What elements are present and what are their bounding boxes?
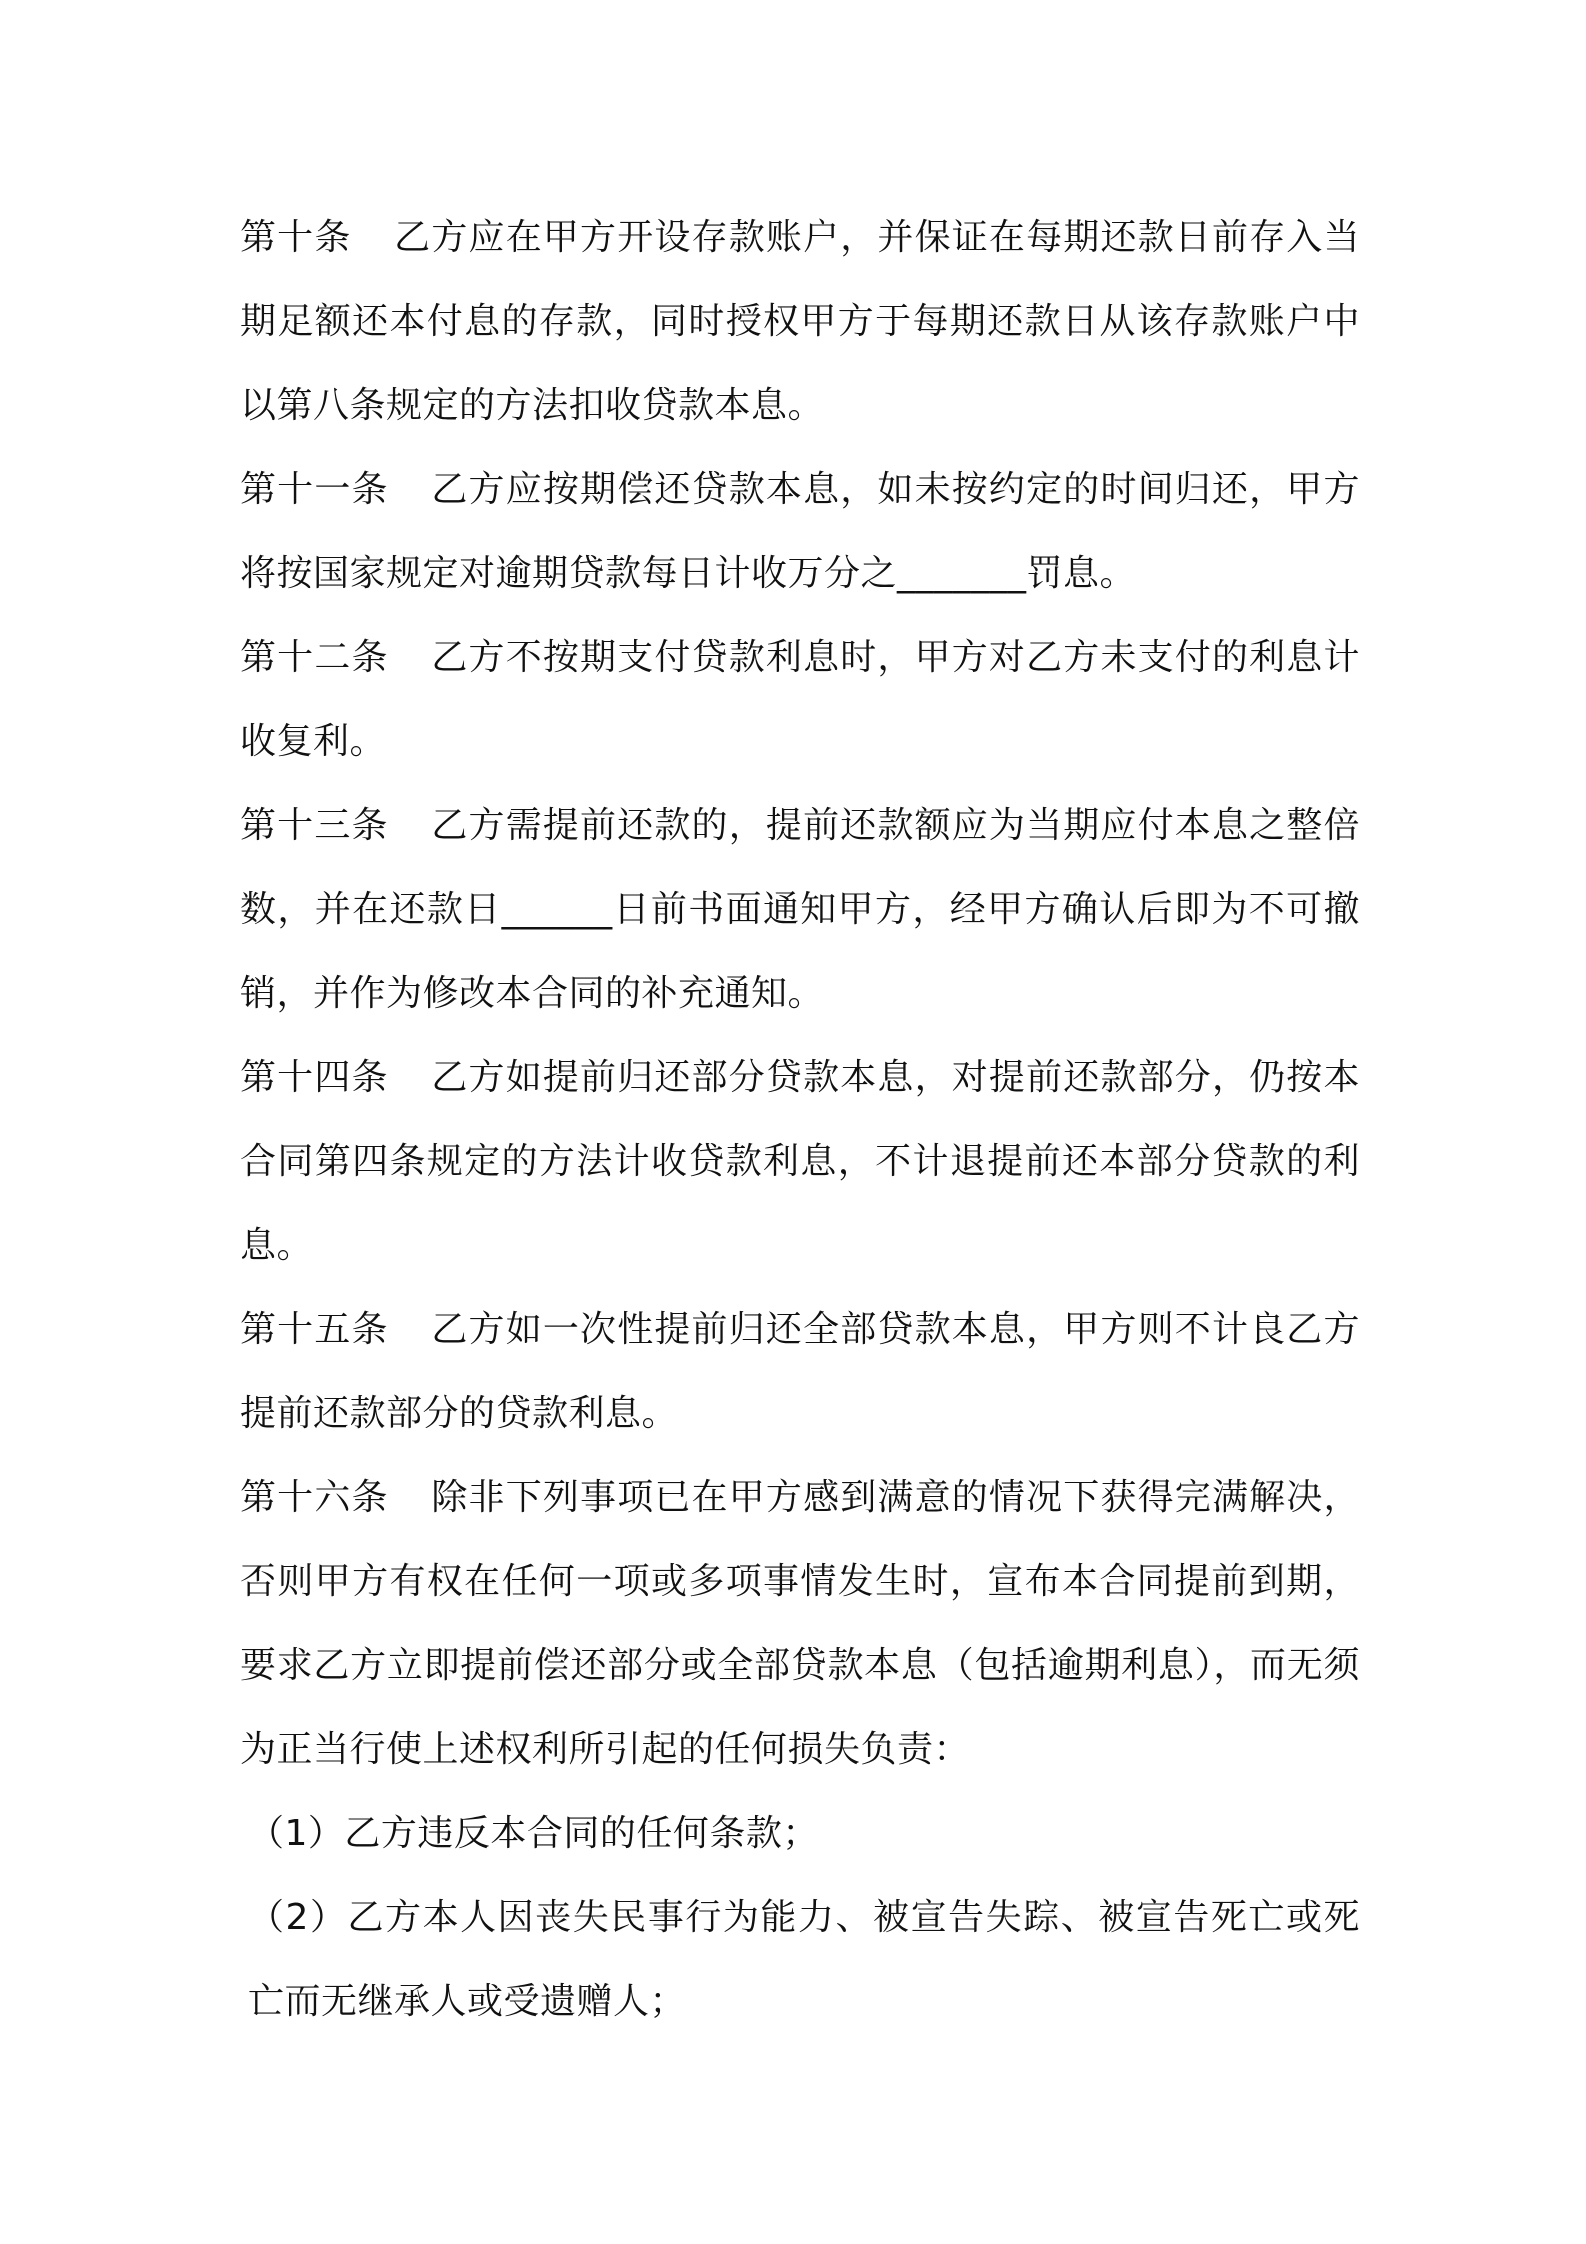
clause-14: [240, 1036, 1360, 1288]
clause-heading: 第十一条: [240, 469, 389, 510]
clause-text: 乙方如一次性提前归还全部贷款本息，甲方则不计良乙方提前还款部分的贷款利息。: [240, 1309, 1360, 1434]
clause-heading: 第十三条: [240, 805, 389, 846]
document-body: [240, 196, 1360, 2044]
clause-heading: 第十六条: [240, 1477, 389, 1518]
clause-text: 乙方如提前归还部分贷款本息，对提前还款部分，仍按本合同第四条规定的方法计收贷款利息，不计退提前还本部分贷款的利息。: [240, 1057, 1360, 1266]
clause-10: [240, 196, 1360, 448]
clause-heading: 第十条: [240, 217, 352, 258]
clause-13: [240, 784, 1360, 1036]
clause-text: 乙方应在甲方开设存款账户，并保证在每期还款日前存入当期足额还本付息的存款，同时授权甲方于每期还款日从该存款账户中以第八条规定的方法扣收贷款本息。: [240, 217, 1360, 426]
clause-text: 乙方需提前还款的，提前还款额应为当期应付本息之整倍数，并在还款日______日前书面通知甲方，经甲方确认后即为不可撤销，并作为修改本合同的补充通知。: [240, 805, 1360, 1014]
clause-heading: 第十二条: [240, 637, 389, 678]
list-item-1: （1）乙方违反本合同的任何条款；: [248, 1813, 819, 1854]
list-item-2: （2）乙方本人因丧失民事行为能力、被宣告失踪、被宣告死亡或死亡而无继承人或受遗赠人；: [248, 1897, 1360, 2022]
clause-16: [240, 1456, 1360, 1792]
clause-heading: 第十五条: [240, 1309, 389, 1350]
clause-heading: 第十四条: [240, 1057, 389, 1098]
clause-11: [240, 448, 1360, 616]
clause-text: 乙方应按期偿还贷款本息，如未按约定的时间归还，甲方将按国家规定对逾期贷款每日计收万分之_______罚息。: [240, 469, 1360, 594]
clause-12: [240, 616, 1360, 784]
clause-15: [240, 1288, 1360, 1456]
clause-text: 乙方不按期支付贷款利息时，甲方对乙方未支付的利息计收复利。: [240, 637, 1360, 762]
clause-text: 除非下列事项已在甲方感到满意的情况下获得完满解决，否则甲方有权在任何一项或多项事情发生时，宣布本合同提前到期，要求乙方立即提前偿还部分或全部贷款本息（包括逾期利息），而无须为正当行使上述权利所引起的任何损失负责：: [240, 1477, 1360, 1770]
